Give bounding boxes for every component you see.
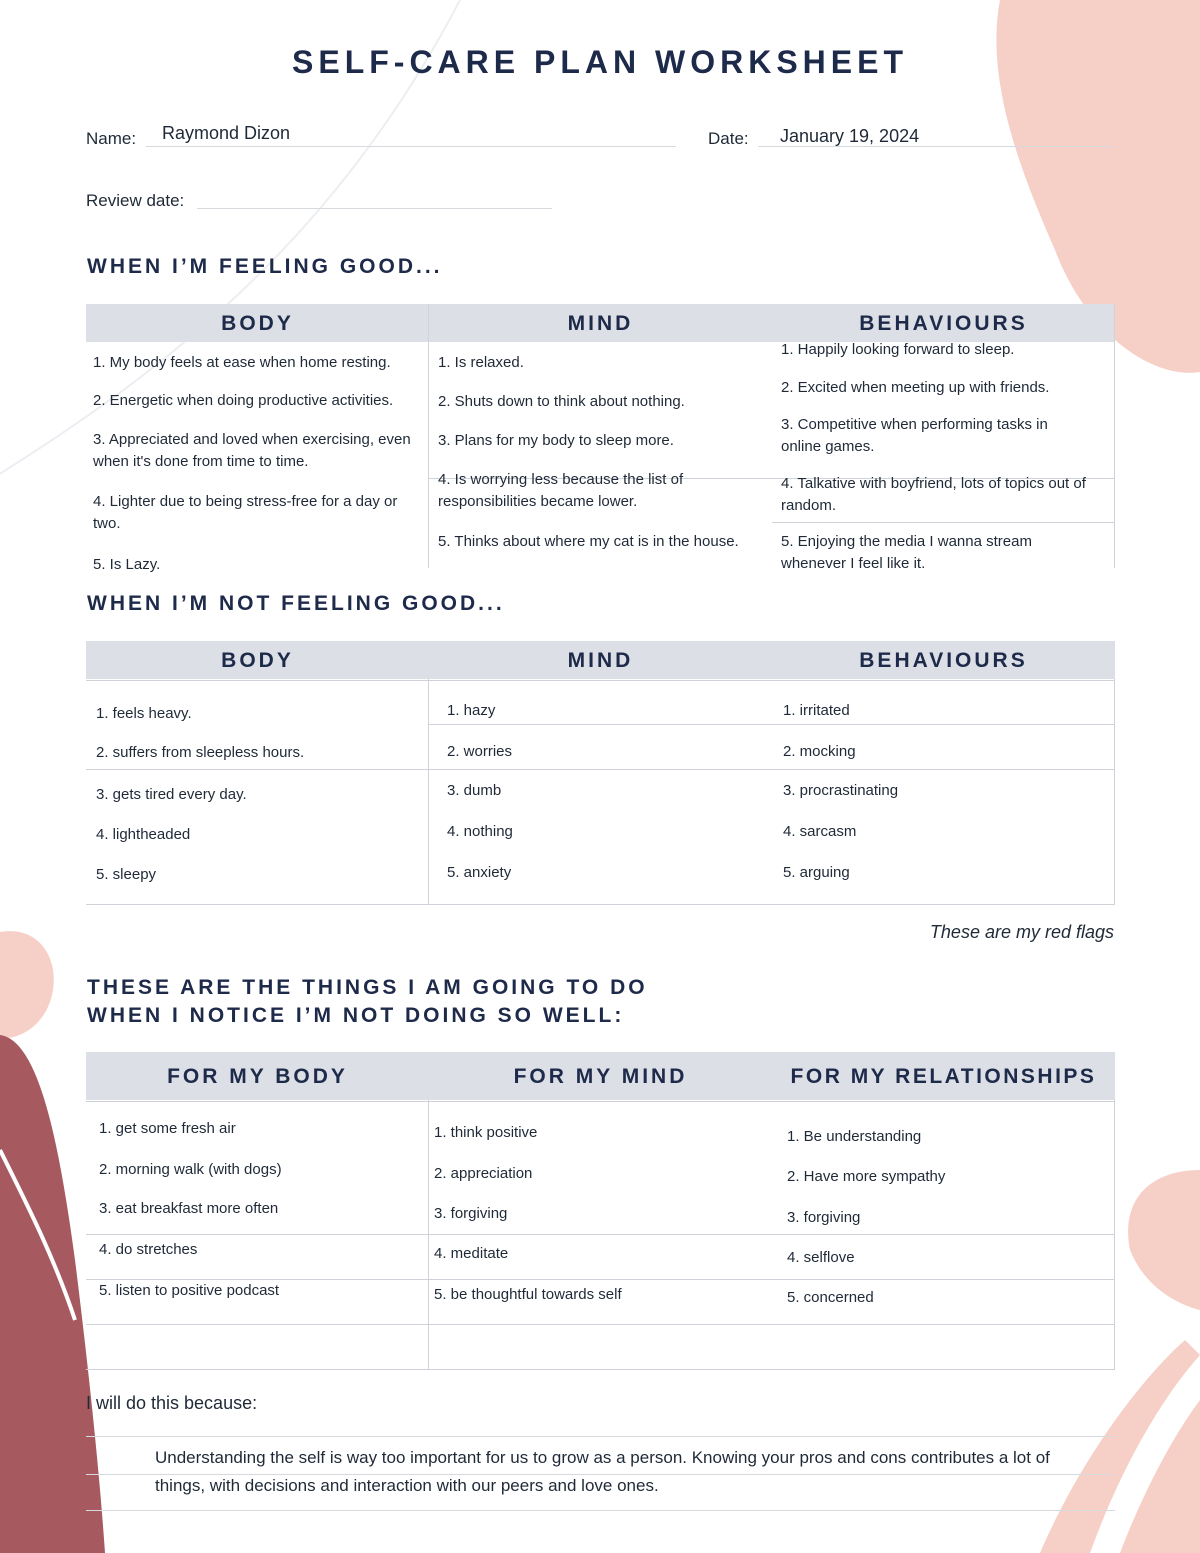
list-item[interactable]: 3. Plans for my body to sleep more. xyxy=(438,432,674,449)
row-divider xyxy=(86,1324,1115,1325)
row-divider xyxy=(86,1101,1115,1102)
list-item[interactable]: 1. feels heavy. xyxy=(96,705,192,722)
column-divider xyxy=(428,679,429,905)
column-divider xyxy=(428,1100,429,1370)
list-item[interactable]: 2. suffers from sleepless hours. xyxy=(96,744,305,761)
list-item[interactable]: 2. appreciation xyxy=(434,1165,533,1182)
not-feeling-good-heading: WHEN I’M NOT FEELING GOOD... xyxy=(87,592,505,615)
row-divider xyxy=(86,904,1115,905)
list-item[interactable]: 5. arguing xyxy=(783,864,850,881)
header-for-my-relationships: FOR MY RELATIONSHIPS xyxy=(790,1065,1097,1088)
review-date-label: Review date: xyxy=(86,191,185,210)
red-flags-note: These are my red flags xyxy=(929,922,1114,942)
list-item[interactable]: 4. Lighter due to being stress-free for a day or two. xyxy=(93,493,398,532)
list-item[interactable]: 3. procrastinating xyxy=(783,782,899,799)
list-item[interactable]: 1. Happily looking forward to sleep. xyxy=(781,341,1015,358)
list-item[interactable]: 1. My body feels at ease when home resting. xyxy=(93,354,391,371)
list-item[interactable]: 1. think positive xyxy=(434,1124,538,1141)
because-text-field[interactable]: Understanding the self is way too important for us to grow as a person. Knowing your pros and cons contributes a lot of things, with decisions and interaction with our peers and love ones. xyxy=(155,1448,1050,1495)
list-item[interactable]: 1. irritated xyxy=(783,702,850,719)
feeling-good-table xyxy=(86,304,1115,573)
list-item[interactable]: 4. do stretches xyxy=(99,1241,198,1258)
list-item[interactable]: 1. Be understanding xyxy=(787,1128,922,1145)
list-item[interactable]: 2. Shuts down to think about nothing. xyxy=(438,393,685,410)
list-item[interactable]: 5. listen to positive podcast xyxy=(99,1282,280,1299)
row-divider xyxy=(86,680,1115,681)
list-item[interactable]: 3. dumb xyxy=(447,782,502,799)
list-item[interactable]: 2. mocking xyxy=(783,743,856,760)
list-item[interactable]: 3. eat breakfast more often xyxy=(99,1200,279,1217)
header-mind: MIND xyxy=(567,312,634,335)
header-body: BODY xyxy=(221,649,294,672)
list-item[interactable]: 5. concerned xyxy=(787,1289,874,1306)
table-header xyxy=(86,1052,1115,1100)
list-item[interactable]: 4. sarcasm xyxy=(783,823,857,840)
header-for-my-body: FOR MY BODY xyxy=(167,1065,348,1088)
review-date-field[interactable] xyxy=(197,208,552,209)
list-item[interactable]: 5. Is Lazy. xyxy=(93,556,161,573)
column-divider xyxy=(1114,304,1115,568)
list-item[interactable]: 2. Excited when meeting up with friends. xyxy=(781,379,1050,396)
list-item[interactable]: 5. sleepy xyxy=(96,866,157,883)
row-divider xyxy=(86,1234,1115,1235)
row-divider xyxy=(429,724,1115,725)
name-field[interactable]: Raymond Dizon xyxy=(162,123,291,143)
list-item[interactable]: 4. lightheaded xyxy=(96,826,191,843)
table-header xyxy=(86,641,1115,679)
list-item[interactable]: 4. Is worrying less because the list of responsibilities became lower. xyxy=(438,471,684,510)
name-label: Name: xyxy=(86,129,137,148)
plan-heading-line-1: THESE ARE THE THINGS I AM GOING TO DO xyxy=(87,976,648,999)
date-label: Date: xyxy=(708,129,749,148)
plan-table xyxy=(86,1052,1115,1370)
list-item[interactable]: 3. Competitive when performing tasks in online games. xyxy=(781,416,1048,455)
column-divider xyxy=(1114,679,1115,905)
plan-heading-line-2: WHEN I NOTICE I’M NOT DOING SO WELL: xyxy=(87,1004,625,1027)
list-item[interactable]: 3. Appreciated and loved when exercising, even when it's done from time to time. xyxy=(93,431,411,470)
because-label: I will do this because: xyxy=(86,1393,258,1413)
table-header xyxy=(86,304,1115,342)
list-item[interactable]: 4. meditate xyxy=(434,1245,509,1262)
header-for-my-mind: FOR MY MIND xyxy=(513,1065,688,1088)
not-feeling-good-table xyxy=(86,641,1115,905)
list-item[interactable]: 5. anxiety xyxy=(447,864,512,881)
list-item[interactable]: 4. selflove xyxy=(787,1249,855,1266)
header-behaviours: BEHAVIOURS xyxy=(859,649,1028,672)
list-item[interactable]: 5. be thoughtful towards self xyxy=(434,1286,622,1303)
plan-heading xyxy=(87,974,648,1030)
list-item[interactable]: 2. Energetic when doing productive activities. xyxy=(93,392,394,409)
list-item[interactable]: 4. Talkative with boyfriend, lots of topics out of random. xyxy=(781,475,1086,514)
feeling-good-heading: WHEN I’M FEELING GOOD... xyxy=(87,255,443,278)
list-item[interactable]: 2. morning walk (with dogs) xyxy=(99,1161,282,1178)
list-item[interactable]: 3. gets tired every day. xyxy=(96,786,247,803)
list-item[interactable]: 1. Is relaxed. xyxy=(438,354,524,371)
because-line xyxy=(86,1510,1115,1511)
header-behaviours: BEHAVIOURS xyxy=(859,312,1028,335)
header-body: BODY xyxy=(221,312,294,335)
because-line xyxy=(86,1436,1115,1437)
list-item[interactable]: 1. get some fresh air xyxy=(99,1120,236,1137)
column-divider xyxy=(1114,1100,1115,1370)
list-item[interactable]: 4. nothing xyxy=(447,823,513,840)
list-item[interactable]: 3. forgiving xyxy=(787,1209,861,1226)
list-item[interactable]: 2. Have more sympathy xyxy=(787,1168,946,1185)
row-divider xyxy=(772,522,1115,523)
list-item[interactable]: 3. forgiving xyxy=(434,1205,508,1222)
list-item[interactable]: 5. Enjoying the media I wanna stream whenever I feel like it. xyxy=(781,533,1032,572)
date-field[interactable]: January 19, 2024 xyxy=(780,126,920,146)
name-underline xyxy=(146,146,676,147)
list-item[interactable]: 5. Thinks about where my cat is in the house. xyxy=(438,533,739,550)
header-mind: MIND xyxy=(567,649,634,672)
list-item[interactable]: 2. worries xyxy=(447,743,513,760)
page-title: SELF-CARE PLAN WORKSHEET xyxy=(292,44,908,80)
row-divider xyxy=(86,1369,1115,1370)
row-divider xyxy=(86,769,1115,770)
list-item[interactable]: 1. hazy xyxy=(447,702,496,719)
